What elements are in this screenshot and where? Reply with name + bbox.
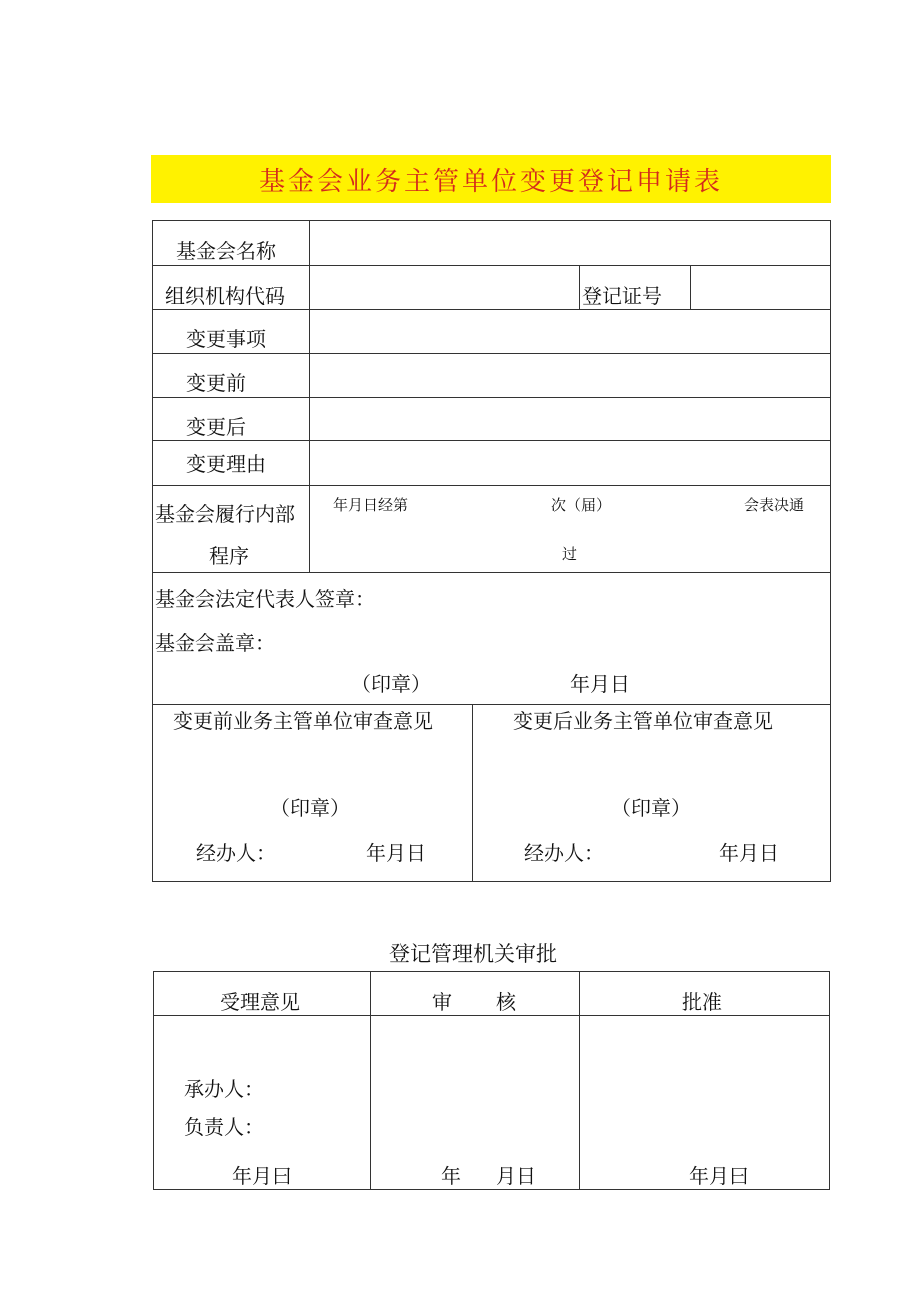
foundation-seal-label: 基金会盖章：: [155, 631, 275, 655]
review-header-char-2: 核: [496, 990, 516, 1014]
accept-date: 年月曰: [232, 1164, 292, 1188]
review-date-monthday: 月日: [496, 1164, 536, 1188]
foundation-name-field[interactable]: [310, 221, 830, 265]
reg-no-divider: [579, 265, 580, 309]
change-reason-label: 变更理由: [186, 452, 266, 476]
after-change-label: 变更后: [186, 415, 246, 439]
review-header-char-1: 审: [432, 990, 452, 1014]
approval-section-title: 登记管理机关审批: [389, 942, 557, 966]
org-code-field[interactable]: [310, 266, 579, 309]
row-divider: [152, 572, 831, 573]
before-change-field[interactable]: [310, 354, 830, 397]
before-review-title: 变更前业务主管单位审查意见: [173, 709, 433, 733]
change-reason-field[interactable]: [310, 441, 830, 485]
after-change-field[interactable]: [310, 398, 830, 440]
procedure-date-text: 年月日经第: [333, 496, 409, 514]
after-review-handler-label: 经办人：: [524, 841, 604, 865]
change-item-field[interactable]: [310, 310, 830, 353]
before-change-label: 变更前: [186, 371, 246, 395]
before-review-seal: （印章）: [270, 796, 350, 820]
review-column-divider: [472, 704, 473, 882]
approval-header-divider: [153, 1015, 830, 1016]
after-review-title: 变更后业务主管单位审查意见: [513, 709, 773, 733]
form-title: 基金会业务主管单位变更登记申请表: [258, 166, 723, 197]
row-divider: [152, 704, 831, 705]
reg-no-field[interactable]: [691, 266, 830, 309]
procedure-session-text: 次（届）: [551, 496, 612, 514]
seal-date: 年月日: [570, 672, 630, 696]
internal-procedure-label: 基金会履行内部: [155, 502, 295, 526]
before-review-date: 年月日: [366, 841, 426, 865]
approve-header: 批准: [682, 990, 722, 1014]
procedure-pass-text: 过: [562, 545, 578, 563]
reg-no-label: 登记证号: [582, 284, 662, 308]
before-review-handler-label: 经办人：: [196, 841, 276, 865]
approval-column-divider: [579, 971, 580, 1190]
accept-opinion-header: 受理意见: [220, 990, 300, 1014]
review-date-year: 年: [441, 1164, 461, 1188]
approval-column-divider: [370, 971, 371, 1190]
undertaker-label: 承办人：: [184, 1077, 264, 1101]
responsible-label: 负责人：: [184, 1115, 264, 1139]
internal-procedure-label-cont: 程序: [209, 544, 249, 568]
foundation-name-label: 基金会名称: [176, 239, 276, 263]
approve-date: 年月曰: [689, 1164, 749, 1188]
form-title-band: [151, 155, 831, 203]
legal-rep-sign-label: 基金会法定代表人签章：: [155, 587, 375, 611]
org-code-label: 组织机构代码: [165, 284, 285, 308]
row-divider: [152, 485, 831, 486]
after-review-date: 年月日: [719, 841, 779, 865]
after-review-seal: （印章）: [611, 796, 691, 820]
seal-mark: （印章）: [351, 672, 431, 696]
change-item-label: 变更事项: [186, 327, 266, 351]
procedure-vote-text: 会表决通: [744, 496, 805, 514]
